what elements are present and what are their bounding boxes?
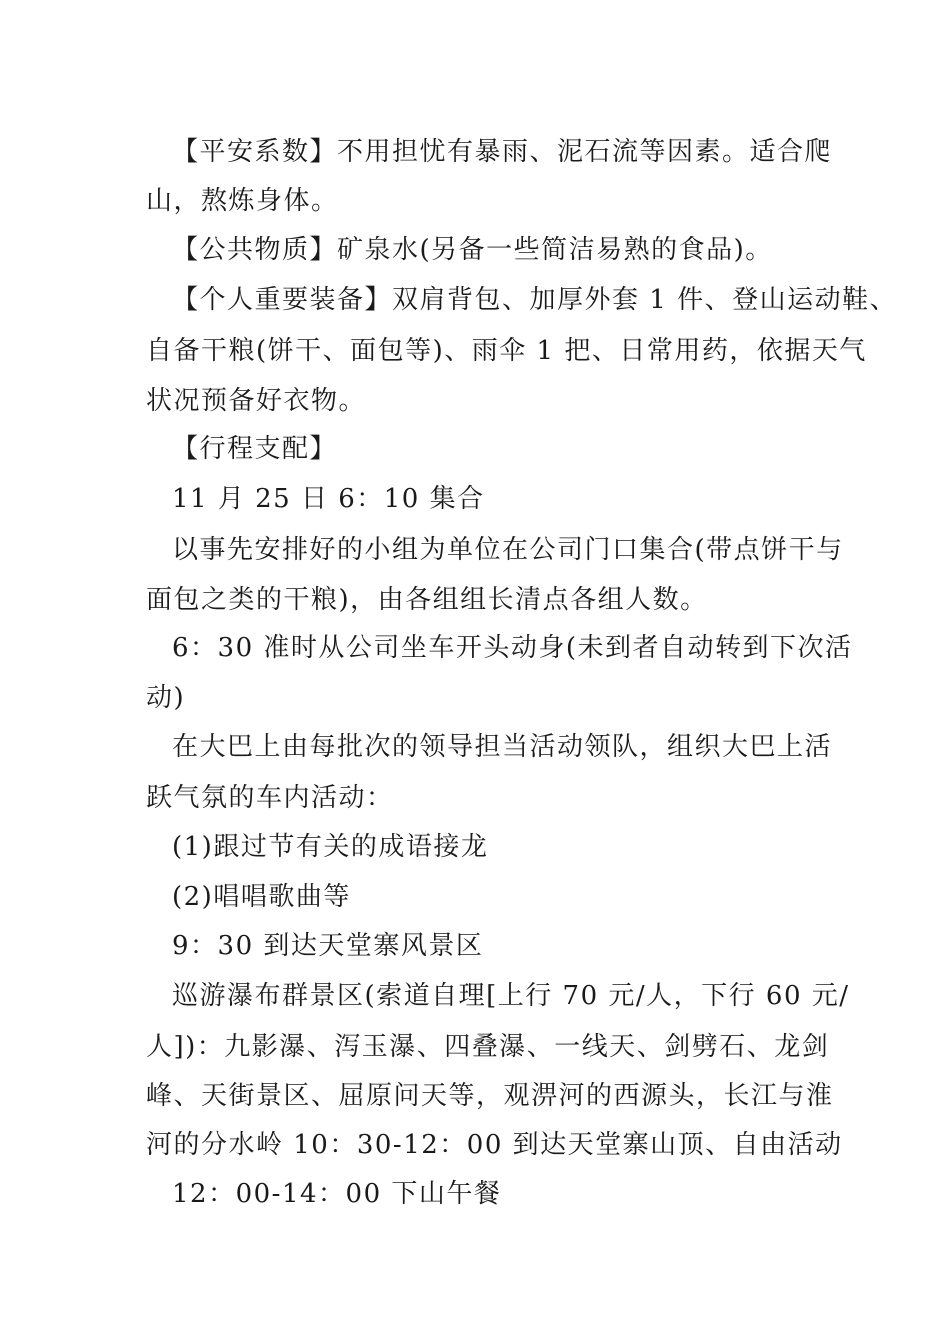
- paragraph-tour-line-2: 人])：九影瀑、泻玉瀑、四叠瀑、一线天、剑劈石、龙剑: [146, 1032, 830, 1062]
- paragraph-safety-line-2: 山，熬炼身体。: [146, 186, 339, 216]
- section-heading-itinerary: 【行程支配】: [172, 434, 338, 464]
- activity-item-2: (2)唱唱歌曲等: [172, 882, 351, 912]
- itinerary-gather-time: 11 月 25 日 6：10 集合: [172, 484, 485, 514]
- paragraph-departure-line-1: 6：30 准时从公司坐车开头动身(未到者自动转到下次活: [172, 633, 853, 663]
- paragraph-departure-line-2: 动): [146, 683, 186, 713]
- itinerary-arrival: 9：30 到达天堂寨风景区: [172, 931, 484, 961]
- paragraph-tour-line-3: 峰、天街景区、屈原问天等，观淠河的西源头，长江与淮: [146, 1081, 834, 1111]
- paragraph-bus-line-2: 跃气氛的车内活动：: [146, 783, 394, 813]
- paragraph-bus-line-1: 在大巴上由每批次的领导担当活动领队，组织大巴上活: [172, 732, 833, 762]
- paragraph-tour-line-1: 巡游瀑布群景区(索道自理[上行 70 元/人，下行 60 元/: [172, 981, 850, 1011]
- paragraph-public-supplies: 【公共物质】矿泉水(另备一些简洁易熟的食品)。: [172, 235, 773, 265]
- paragraph-equipment-line-2: 自备干粮(饼干、面包等)、雨伞 1 把、日常用药，依据天气: [146, 336, 867, 366]
- paragraph-equipment-line-1: 【个人重要装备】双肩背包、加厚外套 1 件、登山运动鞋、: [172, 285, 898, 315]
- itinerary-lunch: 12：00-14：00 下山午餐: [172, 1179, 502, 1209]
- paragraph-tour-line-4: 河的分水岭 10：30-12：00 到达天堂寨山顶、自由活动: [146, 1130, 843, 1160]
- paragraph-gather-line-2: 面包之类的干粮)，由各组组长清点各组人数。: [146, 585, 708, 615]
- activity-item-1: (1)跟过节有关的成语接龙: [172, 832, 489, 862]
- paragraph-gather-line-1: 以事先安排好的小组为单位在公司门口集合(带点饼干与: [172, 535, 844, 565]
- paragraph-safety-line-1: 【平安系数】不用担忧有暴雨、泥石流等因素。适合爬: [172, 137, 833, 167]
- paragraph-equipment-line-3: 状况预备好衣物。: [146, 386, 367, 416]
